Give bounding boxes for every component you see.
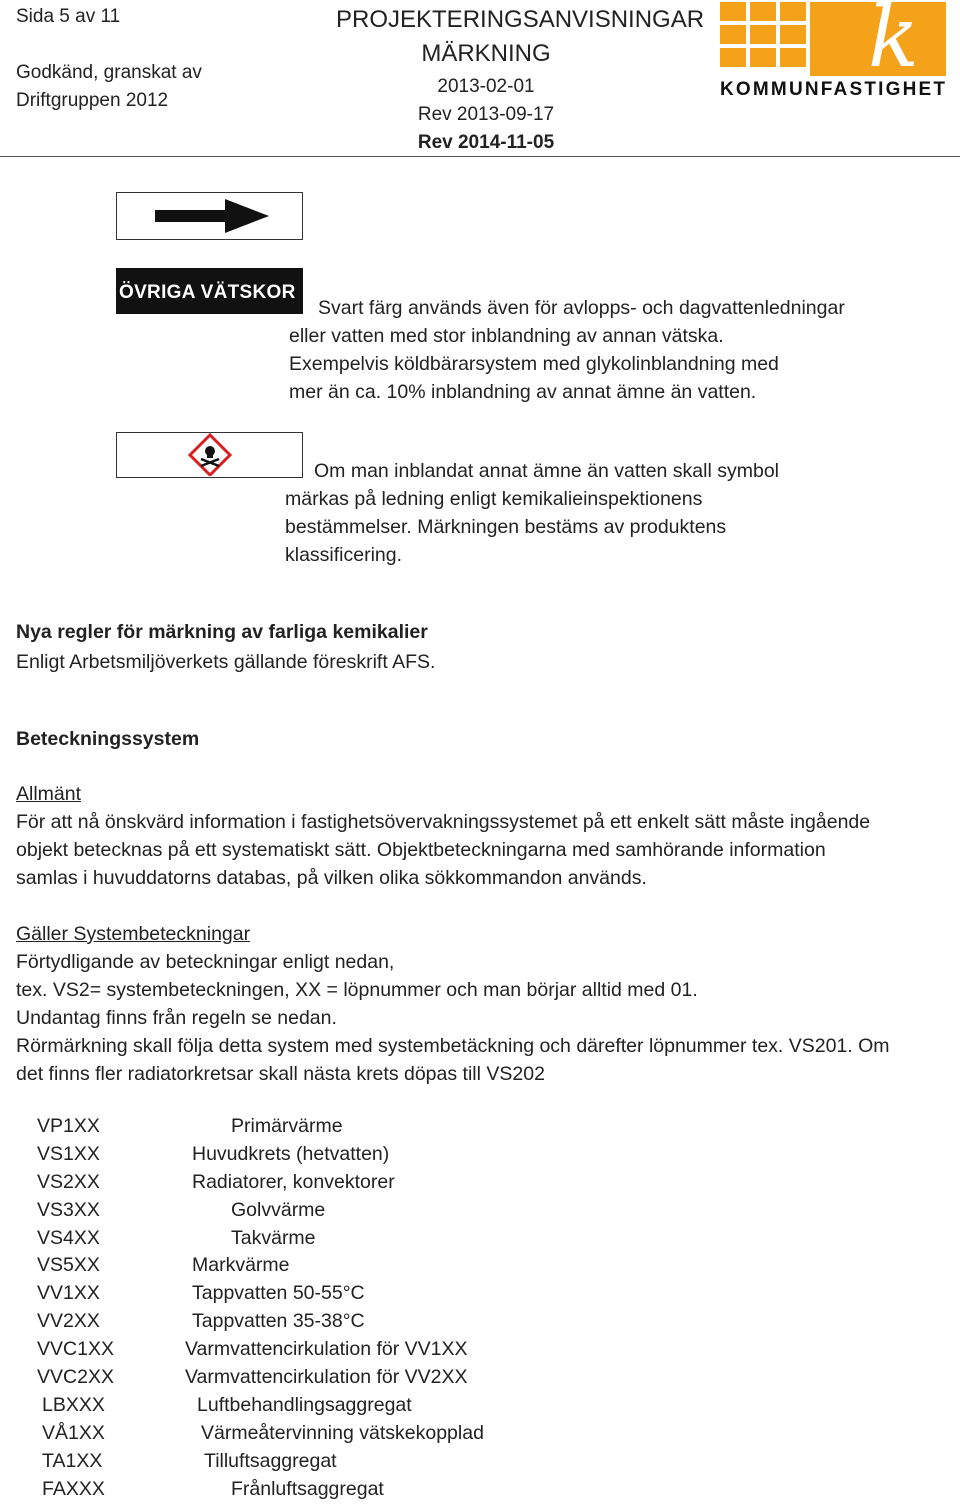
hazard-paragraph-line2: märkas på ledning enligt kemikalieinspektionens — [285, 488, 703, 510]
general-heading: Allmänt — [16, 783, 82, 805]
code-description: Frånluftsaggregat — [231, 1478, 384, 1500]
system-line5: det finns fler radiatorkretsar skall nästa krets döpas till VS202 — [16, 1063, 545, 1085]
black-paragraph-line3: Exempelvis köldbärarsystem med glykolinblandning med — [289, 353, 779, 375]
skull-crossbones-hazard-icon — [117, 433, 301, 476]
system-heading: Beteckningssystem — [16, 728, 200, 750]
code-item: FAXXX — [42, 1478, 105, 1500]
code-description: Markvärme — [192, 1254, 290, 1276]
document-title: PROJEKTERINGSANVISNINGAR — [336, 6, 705, 33]
code-item: VÅ1XX — [42, 1422, 105, 1444]
code-item: VP1XX — [37, 1115, 100, 1137]
arrow-right-icon — [117, 193, 301, 238]
arrow-label-box — [116, 192, 303, 240]
hazard-paragraph-line3: bestämmelser. Märkningen bestäms av produktens — [285, 516, 727, 538]
hazard-label-box — [116, 432, 303, 478]
code-description: Golvvärme — [231, 1199, 326, 1221]
code-description: Takvärme — [231, 1227, 316, 1249]
code-item: VVC1XX — [37, 1338, 114, 1360]
general-line2: objekt betecknas på ett systematiskt sätt. Objektbeteckningarna med samhörande information — [16, 839, 826, 861]
document-date: 2013-02-01 — [437, 76, 535, 97]
document-subtitle: MÄRKNING — [421, 40, 551, 67]
code-item: VVC2XX — [37, 1366, 114, 1388]
code-description: Primärvärme — [231, 1115, 343, 1137]
code-item: VS1XX — [37, 1143, 100, 1165]
black-paragraph-line4: mer än ca. 10% inblandning av annat ämne än vatten. — [289, 381, 757, 403]
code-item: VS5XX — [37, 1254, 100, 1276]
system-line3: Undantag finns från regeln se nedan. — [16, 1007, 337, 1029]
code-description: Värmeåtervinning vätskekopplad — [201, 1422, 484, 1444]
header-divider — [0, 156, 960, 157]
system-line4: Rörmärkning skall följa detta system med systembetäckning och därefter löpnummer tex. VS201. Om — [16, 1035, 890, 1057]
code-item: VS3XX — [37, 1199, 100, 1221]
code-item: VS4XX — [37, 1227, 100, 1249]
rules-heading: Nya regler för märkning av farliga kemikalier — [16, 621, 428, 643]
approved-by-line2: Driftgruppen 2012 — [16, 90, 169, 111]
hazard-paragraph-line4: klassificering. — [285, 544, 403, 566]
rules-text: Enligt Arbetsmiljöverkets gällande föreskrift AFS. — [16, 651, 436, 673]
revision-2: Rev 2014-11-05 — [417, 132, 555, 153]
black-paragraph-line2: eller vatten med stor inblandning av annan vätska. — [289, 325, 724, 347]
general-line3: samlas i huvuddatorns databas, på vilken olika sökkommandon används. — [16, 867, 647, 889]
revision-1: Rev 2013-09-17 — [417, 104, 555, 125]
hazard-paragraph-line1: Om man inblandat annat ämne än vatten skall symbol — [314, 460, 780, 482]
code-description: Tappvatten 35-38°C — [192, 1310, 365, 1332]
system-line1: Förtydligande av beteckningar enligt nedan, — [16, 951, 395, 973]
system-designations-heading: Gäller Systembeteckningar — [16, 923, 251, 945]
logo-letter: k — [868, 2, 919, 86]
code-description: Luftbehandlingsaggregat — [197, 1394, 412, 1416]
black-paragraph-line1: Svart färg används även för avlopps- och dagvattenledningar — [318, 297, 845, 319]
code-description: Varmvattencirkulation för VV1XX — [185, 1338, 468, 1360]
general-line1: För att nå önskvärd information i fastighetsövervakningssystemet på ett enkelt sätt måste ingående — [16, 811, 871, 833]
approved-by-line1: Godkänd, granskat av — [16, 62, 202, 83]
code-description: Tappvatten 50-55°C — [192, 1282, 365, 1304]
code-item: TA1XX — [42, 1450, 103, 1472]
code-description: Radiatorer, konvektorer — [192, 1171, 395, 1193]
page-number: Sida 5 av 11 — [16, 6, 121, 27]
code-item: VV2XX — [37, 1310, 100, 1332]
code-description: Varmvattencirkulation för VV2XX — [185, 1366, 468, 1388]
code-description: Huvudkrets (hetvatten) — [192, 1143, 390, 1165]
system-line2: tex. VS2= systembeteckningen, XX = löpnummer och man börjar alltid med 01. — [16, 979, 698, 1001]
code-item: LBXXX — [42, 1394, 105, 1416]
ovriga-vatskor-label: ÖVRIGA VÄTSKOR — [116, 268, 303, 314]
kommunfastighet-logo — [720, 2, 946, 100]
code-description: Tilluftsaggregat — [204, 1450, 337, 1472]
logo-text: KOMMUNFASTIGHET — [720, 79, 948, 100]
code-item: VV1XX — [37, 1282, 100, 1304]
code-item: VS2XX — [37, 1171, 100, 1193]
